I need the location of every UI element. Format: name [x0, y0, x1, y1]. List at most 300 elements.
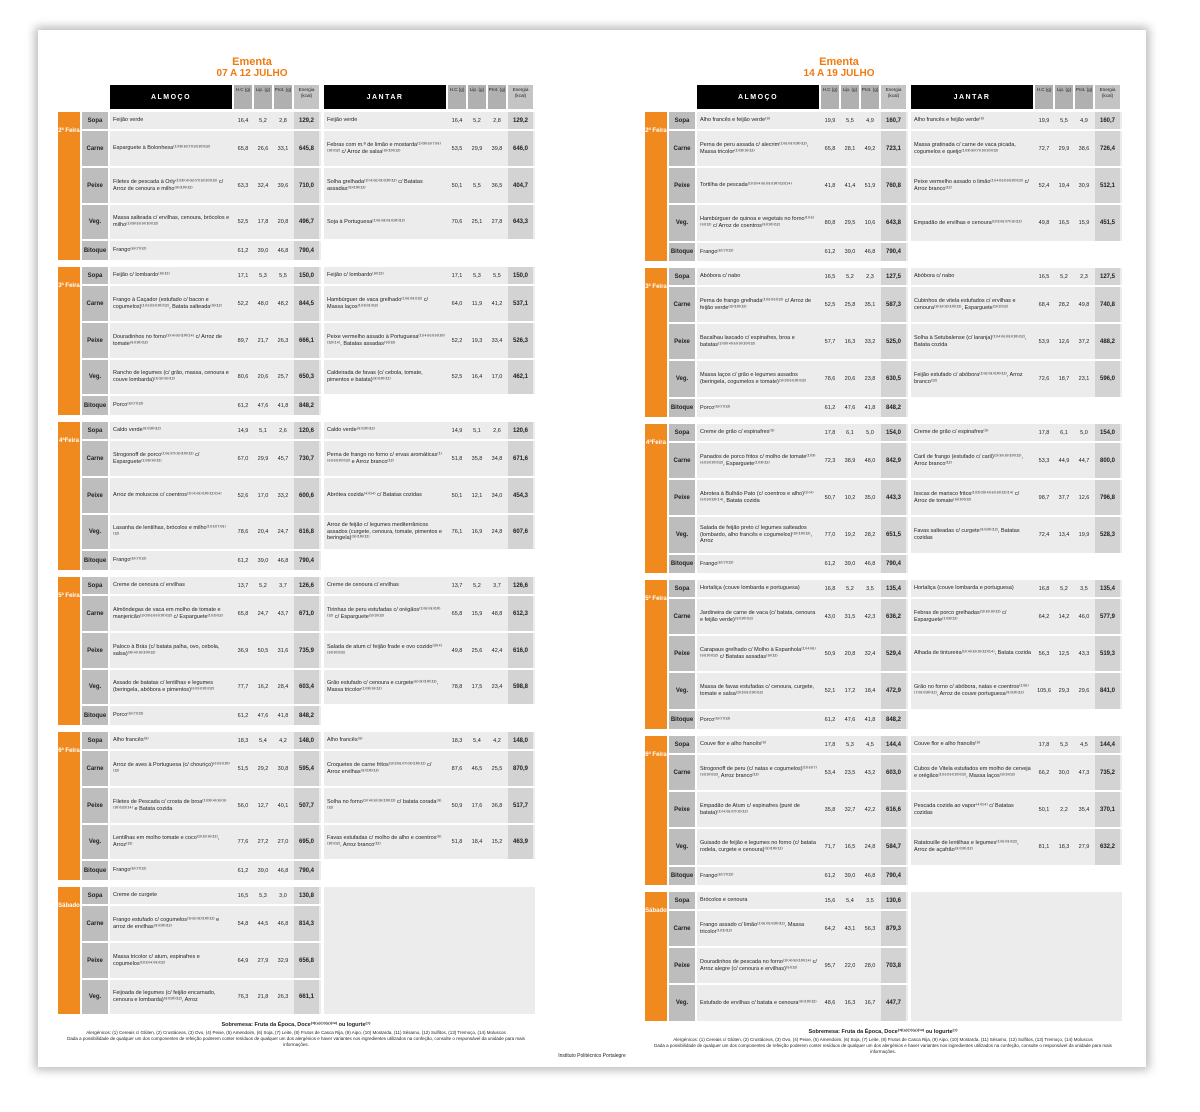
lunch-dish: Paloco à Brás (c/ batata palha, ovo, cebola, salsa)⁽³⁾⁽⁴⁾⁽⁹⁾⁽¹⁰⁾⁽¹²⁾: [113, 643, 220, 657]
dinner-nutrient: 11,9: [471, 300, 483, 307]
category-label: Peixe: [669, 168, 695, 203]
lunch-nutrient: 17,1: [237, 272, 249, 279]
lunch-nutrient: 35,0: [864, 494, 876, 501]
lunch-energy: 126,6: [294, 577, 319, 594]
dinner-nutrient: 16,4: [471, 374, 483, 380]
lunch-energy: 703,8: [881, 948, 906, 983]
lunch-nutrient: 64,9: [237, 957, 249, 964]
category-label: Bitoque: [669, 867, 695, 885]
lunch-nutrient: 3,7: [279, 582, 287, 589]
dinner-dish: Hortaliça (couve lombarda e portuguesa): [914, 585, 1014, 592]
dinner-nutrient: 72,6: [1038, 376, 1050, 382]
lunch-dish: Strogonoff de porco⁽¹⁾⁽⁶⁾⁽⁷⁾⁽⁹⁾⁽¹⁰⁾⁽¹²⁾ c/ Esparguete⁽¹⁾⁽³⁾⁽⁹⁾⁽¹²⁾: [113, 451, 200, 465]
dinner-nutrient: 15,9: [471, 610, 483, 617]
dinner-nutrient: 29,6: [1078, 688, 1090, 694]
dinner-energy: 512,1: [1095, 168, 1120, 203]
dinner-nutrient: 16,4: [451, 117, 463, 124]
dinner-dish: Solha no forno⁽¹⁾⁽⁴⁾⁽⁶⁾⁽⁹⁾⁽¹⁰⁾⁽¹²⁾ c/ batata corada⁽⁹⁾⁽¹²⁾: [327, 798, 442, 812]
category-label: Veg.: [669, 361, 695, 397]
nutrient-header: Prot. (g): [861, 85, 879, 109]
lunch-dish: Guisado de feijão e legumes no forno (c/ batata rodela, curgete e cenoura)⁽⁹⁾⁽¹⁰⁾⁽¹²⁾: [700, 840, 816, 853]
dinner-nutrient: 29,9: [1058, 145, 1070, 152]
dinner-energy: 517,7: [508, 788, 533, 823]
dinner-nutrient: 27,8: [491, 219, 503, 225]
menu-footer: [645, 1029, 1121, 1055]
category-label: Carne: [82, 286, 108, 321]
lunch-dish: Arroz de moluscos c/ coentros⁽¹⁾⁽⁴⁾⁽⁹⁾⁽¹⁰⁾⁽¹²⁾⁽¹⁴⁾: [113, 492, 222, 499]
lunch-nutrient: 17,2: [844, 688, 856, 694]
dinner-nutrient: 65,8: [451, 610, 463, 617]
dinner-dish: Peixe vermelho assado o limão⁽¹⁾⁽⁴⁾⁽⁶⁾⁽⁹⁾⁽¹⁰⁾⁽¹²⁾ c/ Arroz branco⁽¹²⁾: [914, 178, 1029, 192]
dinner-nutrient: 39,8: [491, 145, 503, 152]
lunch-nutrient: 51,5: [237, 765, 249, 772]
dinner-header: JANTAR: [324, 85, 446, 109]
lunch-energy: 447,7: [881, 985, 906, 1021]
dinner-nutrient: 12,6: [1078, 494, 1090, 501]
lunch-nutrient: 49,2: [864, 145, 876, 152]
dinner-nutrient: 18,3: [1058, 844, 1070, 850]
lunch-nutrient: 39,6: [277, 182, 289, 189]
category-label: Veg.: [82, 825, 108, 859]
lunch-dish: Porco⁽⁶⁾⁽⁷⁾⁽¹²⁾: [113, 712, 144, 719]
lunch-nutrient: 32,4: [864, 650, 876, 657]
dinner-energy: 463,9: [508, 825, 533, 859]
lunch-nutrient: 26,6: [257, 145, 269, 152]
lunch-dish: Feijoada de legumes (c/ feijão encarnado, cenoura e lombarda)⁽⁹⁾⁽¹⁰⁾⁽¹²⁾, Arroz: [113, 990, 216, 1003]
dinner-energy: 126,6: [508, 577, 533, 594]
category-label: Peixe: [82, 478, 108, 513]
dinner-dish: Grão no forno c/ abóbora, natas e coentros⁽¹⁾⁽⁶⁾⁽⁷⁾⁽⁹⁾⁽¹⁰⁾⁽¹²⁾, Arroz de couve portuguesa⁽⁹⁾⁽¹⁰⁾⁽¹²⁾: [914, 684, 1029, 697]
dinner-nutrient: 105,6: [1037, 688, 1051, 694]
lunch-nutrient: 47,6: [844, 717, 856, 723]
dinner-dish: Abrótea cozida⁽⁴⁾⁽¹⁴⁾ c/ Batatas cozidas: [327, 492, 422, 499]
dinner-energy: 404,7: [508, 168, 533, 203]
lunch-dish: Jardineira de carne de vaca (c/ batata, cenoura e feijão verde)⁽⁹⁾⁽¹⁰⁾⁽¹²⁾: [700, 609, 816, 623]
category-label: Peixe: [669, 636, 695, 671]
lunch-dish: Couve flor e alho francês⁽⁹⁾: [700, 741, 767, 748]
lunch-nutrient: 61,2: [824, 249, 836, 255]
lunch-nutrient: 41,8: [824, 182, 836, 189]
dinner-dish: Caldo verde⁽⁹⁾⁽¹⁰⁾⁽¹²⁾: [327, 427, 375, 434]
dinner-nutrient: 18,4: [471, 839, 483, 845]
dinner-nutrient: 16,5: [1058, 220, 1070, 226]
nutrient-header: Energia (kcal): [294, 85, 319, 109]
dinner-nutrient: 5,0: [1080, 429, 1088, 436]
dinner-energy: 800,0: [1095, 443, 1120, 478]
lunch-nutrient: 24,8: [864, 844, 876, 850]
lunch-energy: 148,0: [294, 732, 319, 749]
category-label: Carne: [82, 906, 108, 941]
lunch-nutrient: 29,5: [844, 220, 856, 226]
day-label: 6ª Feira: [58, 732, 80, 880]
lunch-energy: 650,3: [294, 360, 319, 394]
lunch-dish: Panados de porco fritos c/ molho de tomate⁽¹⁾⁽³⁾⁽⁶⁾⁽⁹⁾⁽¹⁰⁾⁽¹²⁾, Esparguete⁽¹⁾⁽³⁾⁽¹²⁾: [700, 453, 816, 467]
lunch-dish: Massa tricolor c/ atum, espinafres e cogumelos⁽¹⁾⁽³⁾⁽⁴⁾⁽⁹⁾⁽¹²⁾: [113, 953, 200, 967]
lunch-energy: 525,0: [881, 324, 906, 359]
lunch-nutrient: 95,7: [824, 962, 836, 969]
day-label: Sábado: [645, 892, 667, 1021]
dinner-nutrient: 13,7: [451, 582, 463, 589]
lunch-nutrient: 46,8: [277, 557, 289, 564]
lunch-nutrient: 72,3: [824, 457, 836, 464]
dinner-energy: 120,6: [508, 422, 533, 439]
nutrient-header: Prot. (g): [488, 85, 506, 109]
lunch-nutrient: 77,6: [237, 839, 249, 845]
dinner-nutrient: 52,4: [1038, 182, 1050, 189]
lunch-energy: 790,4: [881, 555, 906, 573]
dinner-nutrient: 2,2: [1060, 806, 1068, 813]
dinner-nutrient: 3,5: [1080, 585, 1088, 592]
lunch-nutrient: 67,0: [237, 455, 249, 462]
lunch-nutrient: 41,8: [277, 402, 289, 409]
dinner-nutrient: 48,8: [491, 610, 503, 617]
category-label: Bitoque: [82, 861, 108, 880]
lunch-dish: Frango à Caçador (estufado c/ bacon e cogumelos)⁽¹⁾⁽⁶⁾⁽⁹⁾⁽¹⁰⁾⁽¹²⁾, Batata salteada⁽⁹⁾⁽¹²⁾: [113, 296, 222, 310]
lunch-dish: Hortaliça (couve lombarda e portuguesa): [700, 585, 800, 592]
lunch-nutrient: 4,2: [279, 737, 287, 744]
dinner-nutrient: 81,1: [1038, 844, 1050, 850]
lunch-nutrient: 56,0: [237, 802, 249, 809]
nutrient-header: H.C (g): [1035, 85, 1053, 109]
category-label: Veg.: [82, 980, 108, 1014]
nutrient-header: Lip. (g): [1055, 85, 1073, 109]
dinner-dish: Creme de cenoura c/ ervilhas: [327, 582, 399, 589]
dinner-dish: Ratatouille de lentilhas e legumes⁽¹⁾⁽⁶⁾⁽⁹⁾⁽¹²⁾, Arroz de açafrão⁽⁹⁾⁽¹⁰⁾⁽¹²⁾: [914, 840, 1019, 853]
lunch-energy: 129,2: [294, 112, 319, 129]
lunch-dish: Alho francês e feijão verde⁽⁹⁾: [700, 117, 771, 124]
lunch-dish: Perna de frango grelhada⁽¹⁾⁽⁶⁾⁽⁹⁾⁽¹²⁾ c/ Arroz de feijão verde⁽⁹⁾⁽¹⁰⁾⁽¹²⁾: [700, 297, 812, 311]
lunch-nutrient: 5,4: [846, 897, 854, 904]
lunch-nutrient: 41,8: [864, 717, 876, 723]
lunch-energy: 760,8: [881, 168, 906, 203]
dinner-nutrient: 64,2: [1038, 613, 1050, 620]
lunch-nutrient: 27,0: [277, 839, 289, 845]
dinner-nutrient: 56,3: [1038, 650, 1050, 657]
lunch-energy: 730,7: [294, 441, 319, 476]
dinner-dish: Tirinhas de peru estufadas c/ orégãos⁽¹⁾⁽⁶⁾⁽⁹⁾⁽¹⁰⁾⁽¹²⁾ c/ Esparguete⁽¹⁾⁽³⁾⁽¹²⁾: [327, 606, 441, 620]
dinner-nutrient: 49,8: [451, 647, 463, 654]
menu-heading: Ementa: [232, 56, 272, 68]
lunch-nutrient: 78,6: [824, 376, 836, 382]
lunch-nutrient: 46,8: [864, 249, 876, 255]
dinner-dish: Febras de porco grelhadas⁽¹⁾⁽⁶⁾⁽⁹⁾⁽¹²⁾ c/ Esparguete⁽¹⁾⁽³⁾⁽¹²⁾: [914, 609, 1007, 623]
dinner-dish: Caldeirada de favas (c/ cebola, tomate, pimentos e batata)⁽⁹⁾⁽¹⁰⁾⁽¹²⁾: [327, 370, 423, 383]
dinner-energy: 841,0: [1095, 673, 1120, 709]
category-label: Peixe: [669, 324, 695, 359]
lunch-dish: Carapaus grelhado c/ Molho à Espanhola⁽¹⁾⁽⁴⁾⁽⁶⁾⁽⁹⁾⁽¹⁰⁾⁽¹²⁾ c/ Batatas assadas⁽⁹⁾⁽¹²⁾: [700, 646, 816, 660]
lunch-energy: 160,7: [881, 112, 906, 129]
lunch-nutrient: 61,2: [237, 867, 249, 874]
lunch-nutrient: 14,9: [237, 427, 249, 434]
category-label: Peixe: [669, 480, 695, 515]
dinner-nutrient: 5,5: [1060, 117, 1068, 124]
dinner-nutrient: 50,1: [451, 492, 463, 499]
lunch-dish: Esparguete à Bolonhesa⁽¹⁾⁽³⁾⁽⁶⁾⁽⁷⁾⁽⁹⁾⁽¹⁰⁾⁽¹²⁾: [113, 145, 211, 152]
lunch-nutrient: 13,7: [237, 582, 249, 589]
dinner-energy: 127,5: [1095, 268, 1120, 285]
lunch-nutrient: 52,1: [824, 688, 836, 694]
dinner-nutrient: 37,7: [1058, 494, 1070, 501]
lunch-nutrient: 19,9: [824, 117, 836, 124]
lunch-nutrient: 61,2: [237, 712, 249, 719]
dinner-energy: 528,3: [1095, 517, 1120, 553]
lunch-nutrient: 10,6: [864, 220, 876, 226]
lunch-nutrient: 40,1: [277, 802, 289, 809]
lunch-dish: Hambúrguer de quinoa e vegetais no forno⁽¹⁾⁽⁶⁾⁽⁹⁾⁽¹²⁾ c/ Arroz de coentros⁽⁹⁾⁽¹⁰⁾⁽¹²⁾: [700, 216, 815, 229]
day-label: 3ª Feira: [58, 267, 80, 415]
category-label: Sopa: [669, 736, 695, 753]
lunch-nutrient: 36,9: [237, 647, 249, 654]
dinner-nutrient: 19,4: [1058, 182, 1070, 189]
dinner-nutrient: 17,6: [471, 802, 483, 809]
category-label: Bitoque: [82, 551, 108, 570]
lunch-nutrient: 43,2: [864, 769, 876, 776]
lunch-energy: 695,0: [294, 825, 319, 859]
lunch-nutrient: 61,2: [824, 717, 836, 723]
lunch-energy: 529,4: [881, 636, 906, 671]
lunch-nutrient: 3,5: [866, 897, 874, 904]
dinner-nutrient: 46,0: [1078, 613, 1090, 620]
dinner-nutrient: 12,5: [1058, 650, 1070, 657]
dinner-energy: 616,0: [508, 633, 533, 668]
dinner-nutrient: 43,3: [1078, 650, 1090, 657]
lunch-nutrient: 32,4: [257, 182, 269, 189]
dinner-energy: 735,2: [1095, 755, 1120, 790]
dinner-nutrient: 5,5: [493, 272, 501, 279]
category-label: Veg.: [669, 517, 695, 553]
dinner-nutrient: 4,9: [1080, 117, 1088, 124]
category-label: Sopa: [82, 577, 108, 594]
lunch-energy: 848,2: [881, 399, 906, 417]
dinner-nutrient: 50,1: [1038, 806, 1050, 813]
menu-dates: 14 A 19 JULHO: [803, 68, 875, 79]
dinner-energy: 150,0: [508, 267, 533, 284]
dinner-nutrient: 78,8: [451, 684, 463, 690]
dinner-dish: Favas estufadas c/ molho de alho e coentros⁽⁹⁾⁽¹⁰⁾⁽¹²⁾, Arroz branco⁽¹²⁾: [327, 835, 442, 848]
dinner-dish: Empadão de ervilhas e cenoura⁽¹⁾⁽³⁾⁽⁶⁾⁽⁷⁾⁽⁹⁾⁽¹²⁾: [914, 219, 1022, 226]
dinner-energy: 135,4: [1095, 580, 1120, 597]
lunch-dish: Salada de feijão preto c/ legumes salteados (lombardo, alho francês e cogumelos)⁽⁹⁾⁽¹⁰⁾⁽¹²⁾, Arroz: [700, 524, 813, 545]
lunch-energy: 603,4: [294, 670, 319, 704]
lunch-energy: 630,5: [881, 361, 906, 397]
category-label: Sopa: [669, 892, 695, 909]
lunch-nutrient: 16,4: [237, 117, 249, 124]
dinner-nutrient: 24,8: [491, 529, 503, 535]
lunch-energy: 616,8: [294, 515, 319, 549]
dinner-dish: Peixe vermelho assado à Portuguesa⁽¹⁾⁽⁴⁾⁽⁶⁾⁽⁹⁾⁽¹⁰⁾⁽¹²⁾⁽¹⁴⁾, Batatas assadas⁽⁹⁾⁽¹²⁾: [327, 333, 445, 347]
lunch-nutrient: 39,0: [844, 249, 856, 255]
category-label: Veg.: [82, 515, 108, 549]
lunch-nutrient: 32,9: [277, 957, 289, 964]
lunch-nutrient: 31,5: [844, 613, 856, 620]
dinner-dish: Solha à Setubalense (c/ laranja)⁽¹⁾⁽⁴⁾⁽⁶⁾⁽⁹⁾⁽¹⁰⁾⁽¹²⁾, Batata cozida: [914, 334, 1027, 348]
lunch-nutrient: 46,8: [864, 561, 876, 567]
lunch-nutrient: 5,5: [279, 272, 287, 279]
lunch-nutrient: 42,3: [864, 613, 876, 620]
lunch-energy: 656,8: [294, 943, 319, 978]
lunch-energy: 600,6: [294, 478, 319, 513]
dinner-nutrient: 35,4: [1078, 806, 1090, 813]
category-label: Bitoque: [669, 555, 695, 573]
lunch-dish: Rancho de legumes (c/ grão, massa, cenoura e couve lombarda)⁽¹⁾⁽⁶⁾⁽⁹⁾⁽¹²⁾: [113, 370, 229, 383]
lunch-nutrient: 39,0: [257, 557, 269, 564]
dinner-nutrient: 68,4: [1038, 301, 1050, 308]
dinner-nutrient: 16,5: [1038, 273, 1050, 280]
lunch-nutrient: 78,6: [237, 529, 249, 535]
menu-footer: [58, 1022, 534, 1048]
dinner-nutrient: 18,3: [451, 737, 463, 744]
lunch-energy: 848,2: [294, 706, 319, 725]
lunch-nutrient: 20,8: [277, 219, 289, 225]
dinner-nutrient: 34,0: [491, 492, 503, 499]
dinner-nutrient: 28,2: [1058, 301, 1070, 308]
dinner-energy: 519,3: [1095, 636, 1120, 671]
lunch-nutrient: 5,5: [846, 117, 854, 124]
lunch-dish: Frango⁽⁶⁾⁽⁷⁾⁽¹²⁾: [700, 872, 734, 879]
lunch-nutrient: 45,7: [277, 455, 289, 462]
lunch-nutrient: 80,8: [824, 220, 836, 226]
lunch-energy: 587,3: [881, 287, 906, 322]
allergens-note: Alergénicos: (1) Cereais c/ Glúten, (2) Crustáceos, (3) Ovo, (4) Peixe, (5) Amendoim, (6) Soja, (7) Leite, (8) Frutos de Casca Rija, (9) Aipo, (10) Mostarda, (11) Sésamo, (12) Sulfitos, (13) Tremoço, (14) Moluscos: [86, 1030, 506, 1035]
lunch-nutrient: 39,0: [257, 247, 269, 254]
lunch-nutrient: 33,2: [277, 492, 289, 499]
dinner-nutrient: 44,7: [1078, 457, 1090, 464]
dinner-nutrient: 72,7: [1038, 145, 1050, 152]
lunch-nutrient: 50,5: [257, 647, 269, 654]
dinner-nutrient: 46,5: [471, 765, 483, 772]
lunch-energy: 603,0: [881, 755, 906, 790]
dessert-note: Sobremesa: Fruta da Época, Doce⁽³⁾⁽⁶⁾⁽⁷⁾⁽⁸⁾⁽¹²⁾ ou Iogurte⁽⁷⁾: [221, 1022, 371, 1028]
dinner-energy: 598,8: [508, 670, 533, 704]
lunch-energy: 130,6: [881, 892, 906, 909]
lunch-nutrient: 12,7: [257, 802, 269, 809]
lunch-dish: Lasanha de lentilhas, brócolos e milho⁽¹⁾⁽⁶⁾⁽⁷⁾⁽⁹⁾⁽¹²⁾: [113, 525, 226, 538]
dinner-nutrient: 4,2: [493, 737, 501, 744]
category-label: Carne: [669, 443, 695, 478]
dinner-nutrient: 52,2: [451, 337, 463, 344]
dinner-nutrient: 14,9: [451, 427, 463, 434]
lunch-nutrient: 16,5: [844, 844, 856, 850]
lunch-nutrient: 26,3: [277, 337, 289, 344]
lunch-dish: Empadão de Atum c/ espinafres (puré de batata)⁽¹⁾⁽⁴⁾⁽⁶⁾⁽⁷⁾⁽⁹⁾⁽¹²⁾: [700, 802, 800, 816]
dinner-energy: 451,5: [1095, 205, 1120, 241]
lunch-energy: 120,6: [294, 422, 319, 439]
lunch-nutrient: 38,9: [844, 457, 856, 464]
lunch-nutrient: 41,8: [277, 712, 289, 719]
lunch-nutrient: 16,3: [844, 338, 856, 345]
dinner-energy: 148,0: [508, 732, 533, 749]
dinner-energy: 796,8: [1095, 480, 1120, 515]
lunch-nutrient: 17,8: [257, 219, 269, 225]
dinner-energy: 870,9: [508, 751, 533, 786]
lunch-dish: Feijão verde: [113, 117, 144, 124]
lunch-nutrient: 53,4: [824, 769, 836, 776]
dinner-nutrient: 2,6: [493, 427, 501, 434]
dinner-nutrient: 5,4: [473, 737, 481, 744]
category-label: Bitoque: [669, 711, 695, 729]
lunch-dish: Abrotea à Bulhão Pato (c/ coentros e alho)⁽¹⁾⁽⁴⁾⁽⁶⁾⁽⁹⁾⁽¹²⁾⁽¹⁴⁾, Batata cozida: [700, 490, 814, 504]
lunch-energy: 135,4: [881, 580, 906, 597]
category-label: Veg.: [669, 985, 695, 1021]
dinner-nutrient: 30,9: [1078, 182, 1090, 189]
dinner-nutrient: 2,3: [1080, 273, 1088, 280]
dinner-nutrient: 34,8: [491, 455, 503, 462]
dinner-energy: 577,9: [1095, 599, 1120, 634]
dinner-nutrient: 25,1: [471, 219, 483, 225]
dinner-dish: Creme de grão c/ espinafres⁽⁹⁾: [914, 429, 989, 436]
dinner-dish: Hambúrguer de vaca grelhado⁽¹⁾⁽⁶⁾⁽⁹⁾⁽¹²⁾ c/ Massa laços⁽¹⁾⁽³⁾⁽⁹⁾⁽¹²⁾: [327, 296, 429, 310]
dinner-nutrient: 53,3: [1038, 457, 1050, 464]
dinner-nutrient: 47,3: [1078, 769, 1090, 776]
lunch-nutrient: 76,3: [237, 994, 249, 1000]
dinner-nutrient: 35,8: [471, 455, 483, 462]
lunch-energy: 723,1: [881, 131, 906, 166]
lunch-nutrient: 23,8: [864, 376, 876, 382]
disclaimer-note: Dada a possibilidade de qualquer um dos componentes de refeição poderem conter resíduos de qualquer um dos alergénios e haver variantes nos ingredientes utilizados na confeção, consulte o responsável da unidade para mais informações.: [654, 1043, 1112, 1054]
category-label: Carne: [82, 441, 108, 476]
lunch-energy: 144,4: [881, 736, 906, 753]
lunch-nutrient: 18,4: [864, 688, 876, 694]
dinner-nutrient: 25,6: [471, 647, 483, 654]
category-label: Carne: [82, 131, 108, 166]
category-label: Bitoque: [669, 243, 695, 261]
lunch-nutrient: 48,0: [257, 300, 269, 307]
lunch-nutrient: 18,3: [237, 737, 249, 744]
menu-title: [118, 57, 386, 79]
dinner-nutrient: 50,1: [451, 182, 463, 189]
dinner-nutrient: 66,2: [1038, 769, 1050, 776]
table-header: [58, 85, 534, 109]
nutrient-header: Prot. (g): [274, 85, 292, 109]
lunch-energy: 154,0: [881, 424, 906, 441]
lunch-nutrient: 61,2: [824, 561, 836, 567]
lunch-nutrient: 61,2: [237, 557, 249, 564]
lunch-nutrient: 25,8: [844, 301, 856, 308]
lunch-dish: Frango⁽⁶⁾⁽⁷⁾⁽¹²⁾: [700, 248, 734, 255]
lunch-nutrient: 89,7: [237, 337, 249, 344]
lunch-energy: 496,7: [294, 205, 319, 239]
lunch-nutrient: 39,0: [257, 867, 269, 874]
lunch-nutrient: 35,1: [864, 301, 876, 308]
dinner-nutrient: 5,1: [473, 427, 481, 434]
lunch-nutrient: 5,2: [846, 273, 854, 280]
lunch-dish: Douradinhos no forno⁽¹⁾⁽⁴⁾⁽⁶⁾⁽¹⁰⁾⁽¹⁴⁾ c/ Arroz de tomate⁽⁹⁾⁽¹⁰⁾⁽¹²⁾: [113, 333, 222, 347]
lunch-nutrient: 41,4: [844, 182, 856, 189]
nutrient-header: H.C (g): [234, 85, 252, 109]
lunch-nutrient: 39,0: [844, 873, 856, 879]
institution-name: Instituto Politécnico Portalegre: [558, 1053, 626, 1059]
lunch-nutrient: 28,4: [277, 684, 289, 690]
dinner-nutrient: 2,8: [493, 117, 501, 124]
lunch-nutrient: 20,6: [844, 376, 856, 382]
lunch-nutrient: 21,7: [257, 337, 269, 344]
category-label: Peixe: [82, 323, 108, 358]
dinner-nutrient: 23,1: [1078, 376, 1090, 382]
lunch-header: ALMOÇO: [110, 85, 232, 109]
dinner-energy: 643,3: [508, 205, 533, 239]
dinner-nutrient: 5,2: [473, 582, 481, 589]
lunch-nutrient: 61,2: [824, 405, 836, 411]
lunch-nutrient: 4,5: [866, 741, 874, 748]
category-label: Carne: [669, 287, 695, 322]
dinner-dish: Massa gratinada c/ carne de vaca picada, cogumelos e queijo⁽¹⁾⁽³⁾⁽⁶⁾⁽⁷⁾⁽⁹⁾⁽¹⁰⁾⁽¹²⁾: [914, 141, 1016, 155]
lunch-dish: Caldo verde⁽⁹⁾⁽¹⁰⁾⁽¹²⁾: [113, 427, 161, 434]
day-label: 4ªFeira: [645, 424, 667, 573]
lunch-nutrient: 52,5: [237, 219, 249, 225]
dinner-nutrient: 49,8: [1078, 301, 1090, 308]
dinner-dish: Solha grelhada⁽¹⁾⁽⁴⁾⁽⁶⁾⁽⁹⁾⁽¹⁰⁾⁽¹²⁾ c/ Batatas assadas⁽⁹⁾⁽¹⁰⁾⁽¹²⁾: [327, 178, 423, 192]
category-label: Veg.: [669, 673, 695, 709]
